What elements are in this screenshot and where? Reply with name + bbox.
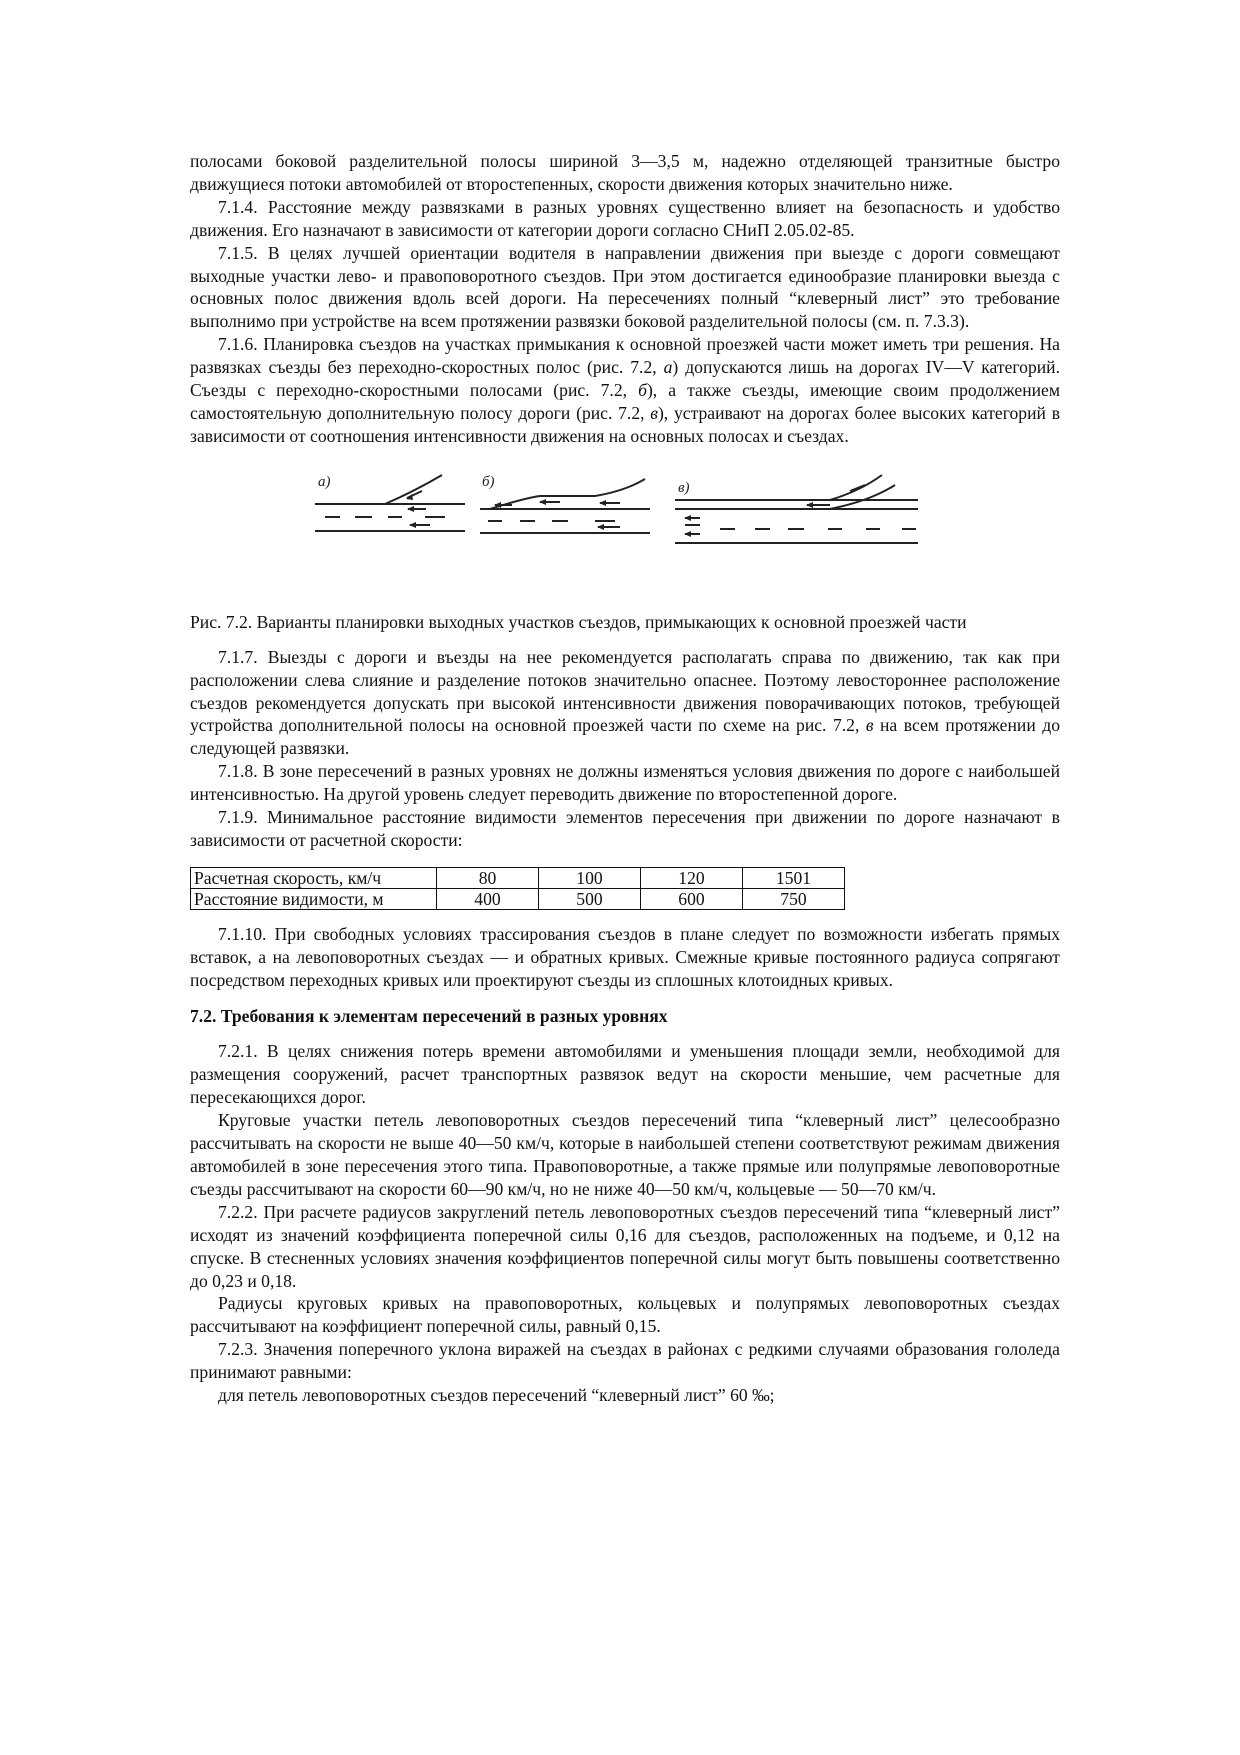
- paragraph-7-2-3: 7.2.3. Значения поперечного уклона виражей на съездах в районах с редкими случаями образования гололеда принимают равными:: [190, 1339, 1060, 1383]
- figure-caption: Рис. 7.2. Варианты планировки выходных участков съездов, примыкающих к основной проезжей части: [190, 611, 967, 632]
- paragraph-7-1-10: 7.1.10. При свободных условиях трассирования съездов в плане следует по возможности избегать прямых вставок, а на левоповоротных съездах — и обратных кривых. Смежные кривые постоянного радиуса сопрягают посредством переходных кривых или проектируют съезды из сплошных клотоидных кривых.: [190, 923, 1060, 990]
- table-cell: 80: [437, 867, 539, 888]
- table-cell: 120: [641, 867, 743, 888]
- table-row-label: Расчетная скорость, км/ч: [191, 867, 437, 888]
- table-cell: 100: [539, 867, 641, 888]
- paragraph-7-1-5: 7.1.5. В целях лучшей ориентации водителя в направлении движения при выезде с дороги совмещают выходные участки лево- и правоповоротного съездов. При этом достигается единообразие планировки выезда с основных полос движения вдоль всей дороги. На пересечениях полный “клеверный лист” это требование выполнимо при устройстве на всем протяжении развязки боковой разделительной полосы (см. п. 7.3.3).: [190, 242, 1060, 332]
- visibility-table: [190, 867, 845, 910]
- table-row-label: Расстояние видимости, м: [191, 888, 437, 909]
- paragraph-radii: Радиусы круговых кривых на правоповоротных, кольцевых и полупрямых левоповоротных съездах рассчитывают на коэффициент поперечной силы, равный 0,15.: [190, 1293, 1060, 1337]
- table-row: [191, 867, 845, 888]
- paragraph-7-2-2: 7.2.2. При расчете радиусов закруглений петель левоповоротных съездов пересечений типа “клеверный лист” исходят из значений коэффициента поперечной силы 0,16 для съездов, расположенных на подъеме, и 0,12 на спуске. В стесненных условиях значения коэффициентов поперечной силы могут быть повышены соответственно до 0,23 и 0,18.: [190, 1201, 1060, 1291]
- paragraph-7-2-1: 7.2.1. В целях снижения потерь времени автомобилями и уменьшения площади земли, необходимой для размещения сооружений, расчет транспортных развязок ведут на скорости меньшие, чем расчетные для пересекающихся дорог.: [190, 1041, 1060, 1108]
- figure-label-a: а): [318, 473, 331, 490]
- section-heading: 7.2. Требования к элементам пересечений в разных уровнях: [190, 1005, 668, 1026]
- paragraph-7-1-9: 7.1.9. Минимальное расстояние видимости элементов пересечения при движении по дороге назначают в зависимости от расчетной скорости:: [190, 807, 1060, 850]
- table-cell: 1501: [743, 867, 845, 888]
- paragraph-7-1-4: 7.1.4. Расстояние между развязками в разных уровнях существенно влияет на безопасность и удобство движения. Его назначают в зависимости от категории дороги согласно СНиП 2.05.02-85.: [190, 196, 1060, 240]
- paragraph-loops-speed: Круговые участки петель левоповоротных съездов пересечений типа “клеверный лист” целесообразно рассчитывать на скорости не выше 40—50 км/ч, которые в наибольшей степени соответствуют режимам движения автомобилей в зоне пересечения этого типа. Правоповоротные, а также прямые или полупрямые левоповоротные съезды рассчитывают на скорости 60—90 км/ч, но не ниже 40—50 км/ч, кольцевые — 50—70 км/ч.: [190, 1110, 1060, 1199]
- table-cell: 500: [539, 888, 641, 909]
- table-cell: 600: [641, 888, 743, 909]
- figure-label-b: б): [482, 473, 495, 490]
- paragraph-7-1-6: 7.1.6. Планировка съездов на участках примыкания к основной проезжей части может иметь три решения. На развязках съезды без переходно-скоростных полос (рис. 7.2, а) допускаются лишь на дорогах IV—V категорий. Съезды с переходно-скоростными полосами (рис. 7.2, б), а также съезды, имеющие своим продолжением самостоятельную дополнительную полосу дороги (рис. 7.2, в), устраивают на дорогах более высоких категорий в зависимости от соотношения интенсивности движения на основных полосах и съездах.: [190, 334, 1061, 446]
- paragraph-cloverleaf-slope: для петель левоповоротных съездов пересечений “клеверный лист” 60 ‰;: [218, 1385, 775, 1406]
- document-page: [190, 150, 1060, 1407]
- figure-label-c: в): [678, 479, 690, 496]
- paragraph-7-1-7: 7.1.7. Выезды с дороги и въезды на нее рекомендуется располагать справа по движению, так как при расположении слева слияние и разделение потоков значительно опаснее. Поэтому левостороннее расположение съездов рекомендуется допускать при высокой интенсивности движения поворачивающих потоков, требующей устройства дополнительной полосы на основной проезжей части по схеме на рис. 7.2, в на всем протяжении до следующей развязки.: [190, 646, 1060, 759]
- paragraph-continuation: полосами боковой разделительной полосы шириной 3—3,5 м, надежно отделяющей транзитные быстро движущиеся потоки автомобилей от второстепенных, скорости движения которых значительно ниже.: [190, 151, 1060, 194]
- table-cell: 400: [437, 888, 539, 909]
- paragraph-7-1-8: 7.1.8. В зоне пересечений в разных уровнях не должны изменяться условия движения по дороге с наибольшей интенсивностью. На другой уровень следует переводить движение по второстепенной дороге.: [190, 761, 1060, 805]
- table-cell: 750: [743, 888, 845, 909]
- figure-7-2: [190, 461, 1060, 611]
- figure-7-2-drawing: [190, 461, 1060, 611]
- table-row: [191, 888, 845, 909]
